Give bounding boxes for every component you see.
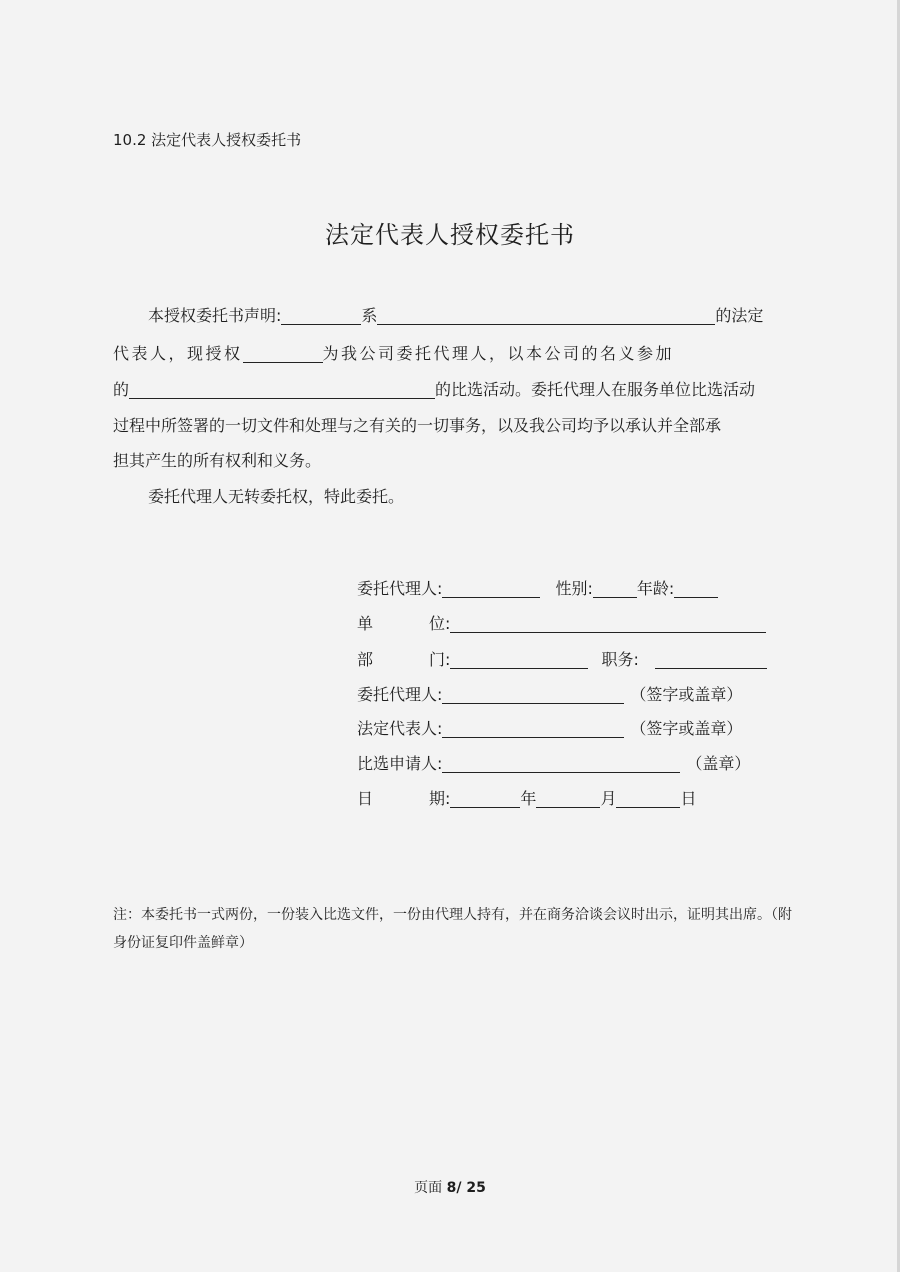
applicant-note: （盖章） (686, 754, 751, 773)
gender-label: 性别: (555, 579, 593, 598)
legal-rep-note: （签字或盖章） (630, 719, 743, 738)
body-line-3 (113, 372, 755, 408)
applicant-label: 比选申请人: (357, 754, 443, 773)
blank-project-name (129, 380, 435, 399)
blank-agent-name (243, 344, 323, 363)
date-label-b: 期: (429, 789, 451, 808)
month-field (536, 789, 600, 808)
body-line-2 (113, 336, 674, 372)
agent-signature-row (357, 682, 742, 705)
footnote: 注：本委托书一式两份，一份装入比选文件，一份由代理人持有，并在商务洽谈会议时出示，证明其出席。（附身份证复印件盖鲜章） (113, 907, 792, 951)
of-label-2: 的 (113, 380, 130, 399)
month-label: 月 (600, 789, 617, 808)
age-field (674, 579, 718, 598)
year-field (450, 789, 520, 808)
applicant-field (442, 754, 680, 773)
agent-clause: 为我公司委托代理人，以本公司的名义参加 (322, 344, 675, 363)
agent-field (442, 579, 540, 598)
legal-rep-signature-row (357, 716, 742, 739)
date-label-a: 日 (357, 789, 374, 808)
blank-company-name (377, 306, 715, 325)
dept-label-b: 门: (429, 650, 451, 669)
unit-row (357, 611, 766, 634)
section-heading: 10.2 法定代表人授权委托书 (113, 131, 302, 149)
applicant-row (357, 751, 750, 774)
agent-sign-field (442, 685, 624, 704)
page-footer (0, 1177, 900, 1197)
declaration-label: 本授权委托书声明: (148, 306, 282, 325)
unit-label-a: 单 (357, 614, 374, 633)
body-line-1 (148, 298, 763, 334)
dept-field (450, 650, 588, 669)
agent-info-row (357, 576, 718, 599)
agent-sign-label: 委托代理人: (357, 685, 443, 704)
legal-rep-label: 法定代表人: (357, 719, 443, 738)
body-line-6: 委托代理人无转委托权，特此委托。 (148, 487, 405, 506)
body-line-4: 过程中所签署的一切文件和处理与之有关的一切事务，以及我公司均予以承认并全部承 (113, 416, 722, 435)
agent-label: 委托代理人: (357, 579, 443, 598)
unit-field (450, 614, 766, 633)
document-title: 法定代表人授权委托书 (325, 221, 575, 249)
legal-rep-label: 的法定 (715, 306, 764, 325)
date-row (357, 786, 696, 809)
day-label: 日 (680, 789, 697, 808)
dept-label-a: 部 (357, 650, 374, 669)
gender-field (593, 579, 637, 598)
post-label: 职务: (601, 650, 639, 669)
page-number: 8/ 25 (446, 1180, 486, 1196)
authorize-label: 代表人，现授权 (113, 344, 243, 363)
department-row (357, 647, 767, 670)
post-field (655, 650, 767, 669)
page-label: 页面 (414, 1180, 443, 1196)
of-label: 系 (361, 306, 378, 325)
day-field (616, 789, 680, 808)
agent-sign-note: （签字或盖章） (630, 685, 743, 704)
unit-label-b: 位: (429, 614, 451, 633)
selection-clause: 的比选活动。委托代理人在服务单位比选活动 (435, 380, 756, 399)
year-label: 年 (520, 789, 537, 808)
body-line-5: 担其产生的所有权利和义务。 (113, 451, 322, 470)
legal-rep-field (442, 719, 624, 738)
age-label: 年龄: (636, 579, 675, 598)
blank-legal-rep-name (281, 306, 361, 325)
